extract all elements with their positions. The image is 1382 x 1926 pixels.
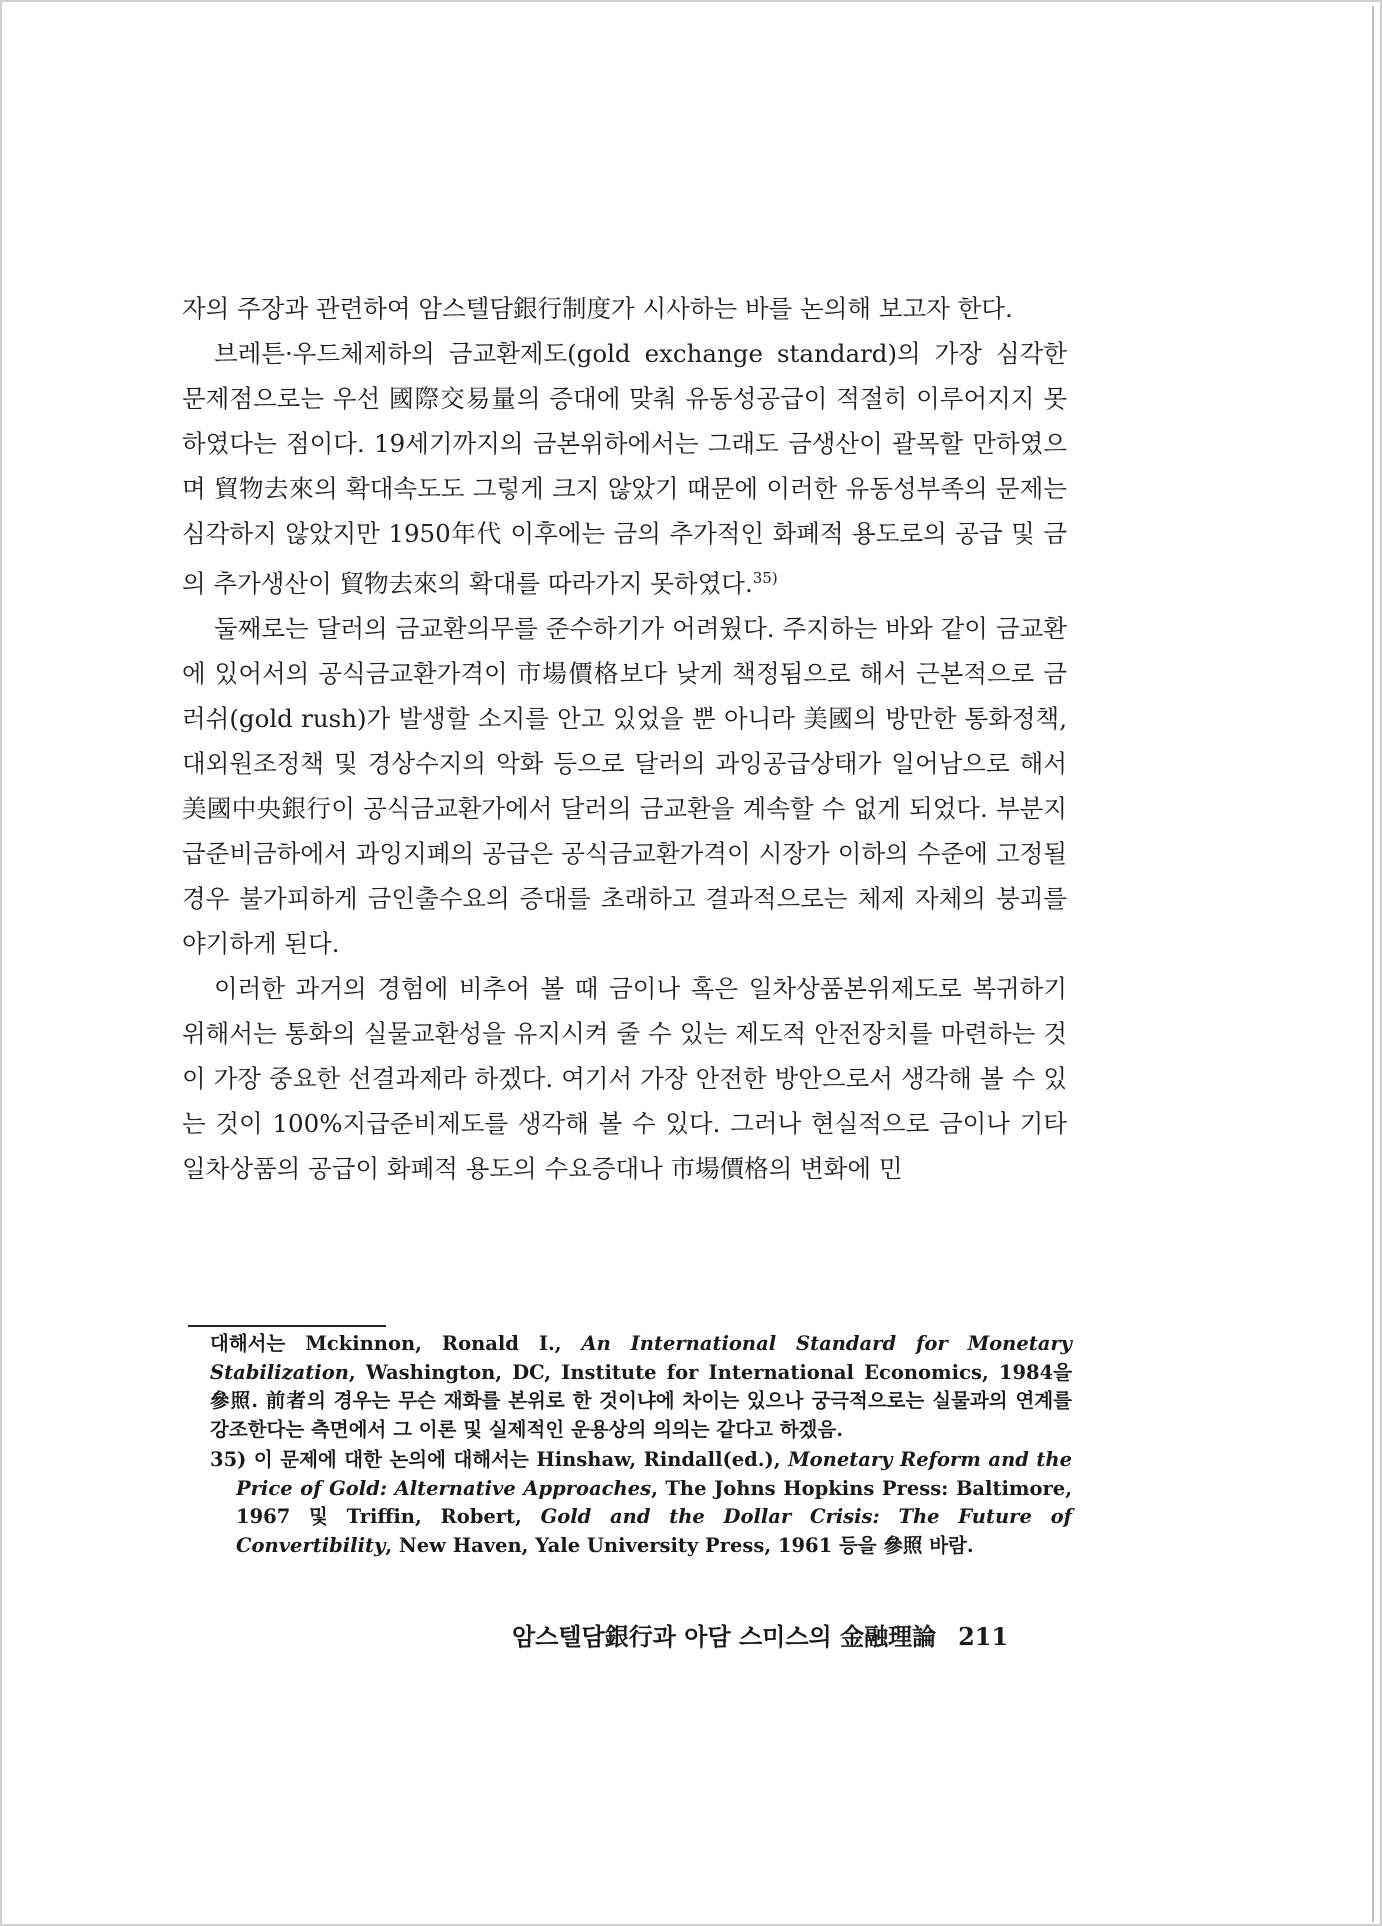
footnote-35-title-1: Monetary Reform and the Price of Gold: Alternative Approaches <box>236 1448 1072 1500</box>
footnote-ref-35: 35) <box>752 569 778 587</box>
footnotes <box>210 1330 1072 1562</box>
footnote-continued-tail: , Washington, DC, Institute for International Economics, 1984을 參照. 前者의 경우는 무슨 재화를 본위로 한 것이냐에 차이는 있으나 궁극적으로는 실물과의 연계를 강조한다는 측면에서 그 이론 및 실제적인 운용상의 의의는 같다고 하겠음. <box>210 1360 1072 1441</box>
footnote-separator <box>188 1325 386 1327</box>
footnote-35-lead: 이 문제에 대한 논의에 대해서는 Hinshaw, Rindall(ed.), <box>246 1448 789 1471</box>
paragraph-1: 자의 주장과 관련하여 암스텔담銀行制度가 시사하는 바를 논의해 보고자 한다. <box>182 294 1013 323</box>
footnote-continued-title: An International Standard for Monetary Stabilization <box>210 1332 1072 1384</box>
page-edge-shadow <box>1372 6 1374 1922</box>
footnote-35-tail: , New Haven, Yale University Press, 1961 등을 參照 바람. <box>385 1533 974 1557</box>
footnote-continued <box>210 1330 1072 1444</box>
footnote-35-number: 35) <box>210 1448 247 1471</box>
footnote-continued-lead: 대해서는 Mckinnon, Ronald I., <box>210 1332 582 1355</box>
footnote-35-mid: , The Johns Hopkins Press: Baltimore, 1967 및 Triffin, Robert, <box>236 1476 1072 1528</box>
body-text <box>182 286 1067 1191</box>
paragraph-2 <box>182 331 1067 606</box>
footnote-35 <box>210 1446 1072 1560</box>
paragraph-2-text: 브레튼·우드체제하의 금교환제도(gold exchange standard)의 가장 심각한 문제점으로는 우선 國際交易量의 증대에 맞춰 유동성공급이 적절히 이루어지지 못하였다는 점이다. 19세기까지의 금본위하에서는 그래도 금생산이 괄목할 만하였으며 貿物去來의 확대속도도 그렇게 크지 않았기 때문에 이러한 유동성부족의 문제는 심각하지 않았지만 1950年代 이후에는 금의 추가적인 화폐적 용도로의 공급 및 금의 추가생산이 貿物去來의 확대를 따라가지 못하였다. <box>182 339 1067 599</box>
running-footer <box>512 1617 1072 1652</box>
page-number: 211 <box>958 1622 1009 1651</box>
paragraph-4: 이러한 과거의 경험에 비추어 볼 때 금이나 혹은 일차상품본위제도로 복귀하기 위해서는 통화의 실물교환성을 유지시켜 줄 수 있는 제도적 안전장치를 마련하는 것이 가장 중요한 선결과제라 하겠다. 여기서 가장 안전한 방안으로서 생각해 볼 수 있는 것이 100%지급준비제도를 생각해 볼 수 있다. 그러나 현실적으로 금이나 기타 일차상품의 공급이 화폐적 용도의 수요증대나 市場價格의 변화에 민 <box>182 974 1067 1184</box>
paragraph-3: 둘째로는 달러의 금교환의무를 준수하기가 어려웠다. 주지하는 바와 같이 금교환에 있어서의 공식금교환가격이 市場價格보다 낮게 책정됨으로 해서 근본적으로 금러쉬(gold rush)가 발생할 소지를 안고 있었을 뿐 아니라 美國의 방만한 통화정책, 대외원조정책 및 경상수지의 악화 등으로 달러의 과잉공급상태가 일어남으로 해서 美國中央銀行이 공식금교환가에서 달러의 금교환을 계속할 수 없게 되었다. 부분지급준비금하에서 과잉지폐의 공급은 공식금교환가격이 시장가 이하의 수준에 고정될 경우 불가피하게 금인출수요의 증대를 초래하고 결과적으로는 체제 자체의 붕괴를 야기하게 된다. <box>182 614 1067 959</box>
running-title: 암스텔담銀行과 아담 스미스의 金融理論 <box>512 1622 937 1651</box>
footnote-35-title-2: Gold and the Dollar Crisis: The Future of Convertibility <box>236 1505 1072 1557</box>
